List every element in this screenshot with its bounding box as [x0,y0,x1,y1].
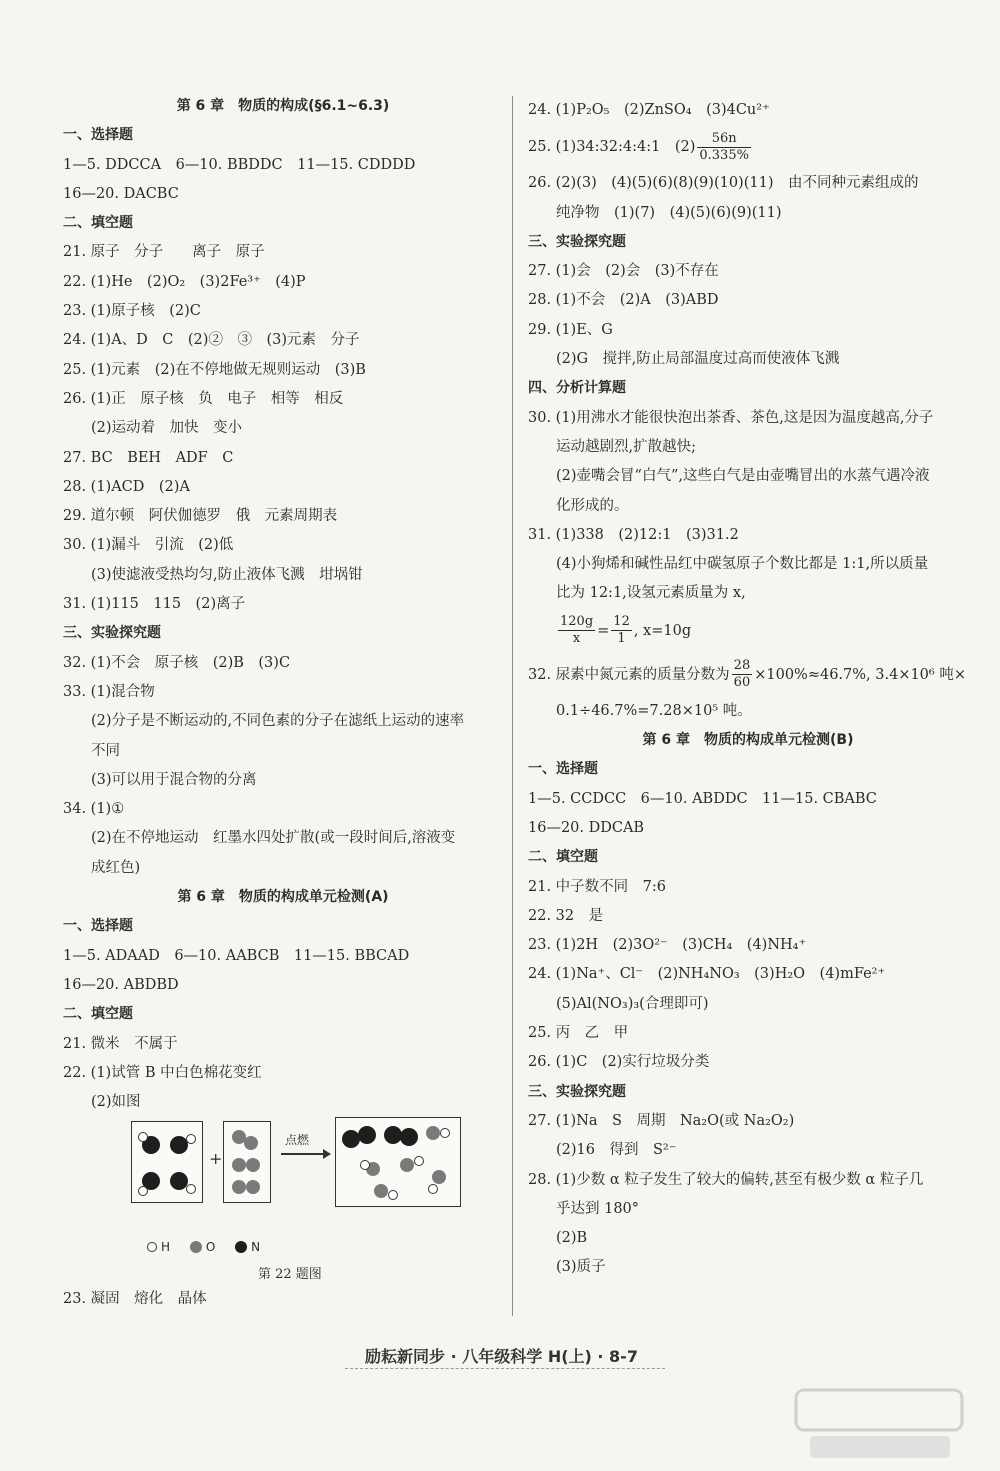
answer-line: (3)使滤液受热均匀,防止液体飞溅 坩埚钳 [91,566,363,583]
figure-legend [147,1239,260,1254]
answer-line: (2)运动着 加快 变小 [91,420,243,437]
answer-line: $\frac{120g}{x}$ = $\frac{12}{1}$ , x=10g [560,614,692,647]
answer-line: 1—5. ADAAD 6—10. AABCB 11—15. BBCAD [63,947,410,964]
section-heading: 二、填空题 [528,849,598,866]
o-atom [374,1184,388,1198]
answer-line: 16—20. ABDBD [63,976,179,993]
answer-line: 24. (1)Na⁺、Cl⁻ (2)NH₄NO₃ (3)H₂O (4)mFe²⁺ [528,966,886,983]
watermark-logo [790,1386,970,1466]
answer-line: 21. 中子数不同 7:6 [528,878,667,895]
numerator: 120g [560,614,594,630]
chapter-title: 第 6 章 物质的构成单元检测(B) [642,732,854,749]
o-legend-icon [190,1241,202,1253]
o-atom [244,1136,258,1150]
section-heading: 一、选择题 [63,127,133,144]
h-atom [186,1134,196,1144]
o-atom [246,1158,260,1172]
fraction [732,658,753,691]
section-heading: 二、填空题 [63,215,133,232]
answer-line: 纯净物 (1)(7) (4)(5)(6)(9)(11) [556,204,782,221]
watermark-logo-frame [796,1390,962,1430]
product-box [335,1117,461,1207]
answer-line: 27. (1)会 (2)会 (3)不存在 [528,263,719,280]
h-atom [428,1184,438,1194]
section-heading: 三、实验探究题 [528,233,626,250]
page-footer [365,1344,665,1367]
arrow-label: 点燃 [285,1133,310,1148]
reactant-box-2 [223,1121,271,1203]
left-column [63,92,503,1315]
denominator: 60 [733,675,751,691]
answer-line: (2)G 搅拌,防止局部温度过高而使液体飞溅 [556,351,840,368]
answer-line: 24. (1)P₂O₅ (2)ZnSO₄ (3)4Cu²⁺ [528,102,770,118]
h-atom [440,1128,450,1138]
answer-line: (4)小狗烯和碱性品红中碳氢原子个数比都是 1:1,所以质量 [556,556,929,573]
o-atom [232,1158,246,1172]
answer-line: (2)在不停地运动 红墨水四处扩散(或一段时间后,溶液变 [91,830,456,847]
o-atom [246,1180,260,1194]
section-heading: 三、实验探究题 [528,1083,626,1100]
footer-dashed-rule [345,1368,665,1369]
section-heading: 三、实验探究题 [63,625,161,642]
reaction-arrow [281,1153,325,1155]
answer-line: 23. (1)原子核 (2)C [63,303,201,320]
h-atom [414,1156,424,1166]
chapter-title: 第 6 章 物质的构成(§6.1~6.3) [176,98,390,114]
answer-line: (2)分子是不断运动的,不同色素的分子在滤纸上运动的速率 [91,713,465,730]
answer-line: 28. (1)ACD (2)A [63,478,190,495]
reactant-box-1 [131,1121,203,1203]
answer-line: 16—20. DDCAB [528,819,645,836]
answer-line: 26. (1)C (2)实行垃圾分类 [528,1054,710,1071]
answer-line: (2)16 得到 S²⁻ [556,1142,677,1159]
legend-label: O [205,1239,216,1254]
answer-line: 0.1÷46.7%=7.28×10⁵ 吨。 [556,702,752,719]
h-atom [138,1186,148,1196]
legend-label: N [251,1239,261,1254]
answer-text: 25. (1)34:32:4:4:1 (2) [528,139,696,156]
h-atom [388,1190,398,1200]
molecule-figure [63,1117,503,1285]
section-heading: 一、选择题 [63,918,133,935]
answer-line: 29. (1)E、G [528,321,613,338]
answer-line: 21. 原子 分子 离子 原子 [63,244,265,261]
answer-line: 31. (1)115 115 (2)离子 [63,596,246,613]
h-legend-icon [147,1242,157,1252]
denominator: x [572,631,581,647]
o-atom [232,1180,246,1194]
answer-line: 运动越剧烈,扩散越快; [556,438,696,455]
answer-line: (5)Al(NO₃)₃(合理即可) [556,995,709,1012]
section-heading: 一、选择题 [528,761,598,778]
n-atom [400,1128,418,1146]
answer-line: (3)质子 [556,1259,606,1276]
answer-line: (2)壶嘴会冒“白气”,这些白气是由壶嘴冒出的水蒸气遇冷液 [556,468,930,485]
answer-line: (2)如图 [91,1094,141,1111]
answer-line: 27. (1)Na S 周期 Na₂O(或 Na₂O₂) [528,1112,795,1129]
answer-line [528,125,968,169]
answer-line: 1—5. CCDCC 6—10. ABDDC 11—15. CBABC [528,790,877,807]
answer-line: 33. (1)混合物 [63,683,155,700]
answer-text: ×100%≈46.7%, 3.4×10⁶ 吨× [754,666,966,683]
answer-line: 30. (1)用沸水才能很快泡出茶香、茶色,这是因为温度越高,分子 [528,409,934,426]
denominator: 0.335% [699,147,749,163]
answer-line: 21. 微米 不属于 [63,1035,178,1052]
h-atom [186,1184,196,1194]
answer-line: 23. 凝固 熔化 晶体 [63,1291,207,1308]
answer-line: 29. 道尔顿 阿伏伽德罗 俄 元素周期表 [63,508,338,525]
n-legend-icon [235,1241,247,1253]
watermark-logo-bar [810,1436,950,1458]
numerator: 12 [613,614,630,630]
answer-line: 34. (1)① [63,801,125,818]
answer-line: 24. (1)A、D C (2)② ③ (3)元素 分子 [63,332,360,349]
section-heading: 二、填空题 [63,1006,133,1023]
answer-text: , x=10g [633,622,692,639]
answer-line: 25. (1)元素 (2)在不停地做无规则运动 (3)B [63,361,366,378]
answer-line: 化形成的。 [556,497,629,514]
answer-line: 27. BC BEH ADF C [63,449,234,466]
answer-line: 25. 丙 乙 甲 [528,1025,629,1042]
answer-line: 比为 12:1,设氢元素质量为 x, [556,585,746,602]
answer-line: 不同 [91,742,120,759]
answer-line: 22. 32 是 [528,907,604,924]
answer-line: 16—20. DACBC [63,185,179,202]
answer-line: (3)可以用于混合物的分离 [91,771,257,788]
legend-label: H [161,1239,171,1254]
fraction [697,131,751,164]
answer-line [528,653,968,697]
answer-line: 26. (2)(3) (4)(5)(6)(8)(9)(10)(11) 由不同种元素组成的 [528,175,919,192]
answer-line: 28. (1)少数 α 粒子发生了较大的偏转,甚至有极少数 α 粒子几 [528,1171,924,1188]
fraction [611,614,632,647]
answer-line: 32. (1)不会 原子核 (2)B (3)C [63,654,291,671]
answer-line: 30. (1)漏斗 引流 (2)低 [63,537,234,554]
column-divider [512,96,513,1316]
footer-subject: · 八年级科学 H(上) · 8-7 [450,1347,638,1366]
answer-line: 乎达到 180° [556,1200,640,1217]
answer-line: 22. (1)试管 B 中白色棉花变红 [63,1064,262,1081]
o-atom [432,1170,446,1184]
numerator: 28 [733,658,751,674]
figure-caption: 第 22 题图 [258,1267,322,1283]
right-column [528,96,968,1283]
footer-brand: 励耘新同步 [365,1347,446,1366]
answer-line: 31. (1)338 (2)12:1 (3)31.2 [528,526,739,543]
o-atom [426,1126,440,1140]
denominator: 1 [617,631,626,647]
n-atom [358,1126,376,1144]
answer-line: 28. (1)不会 (2)A (3)ABD [528,292,719,309]
plus-sign: + [209,1149,223,1169]
answer-line: 26. (1)正 原子核 负 电子 相等 相反 [63,390,344,407]
answer-line: 22. (1)He (2)O₂ (3)2Fe³⁺ (4)P [63,273,306,290]
o-atom [400,1158,414,1172]
answer-line: 成红色) [91,859,141,876]
numerator: 56n [697,131,751,148]
answer-line: 1—5. DDCCA 6—10. BBDDC 11—15. CDDDD [63,156,416,173]
answer-line: 23. (1)2H (2)3O²⁻ (3)CH₄ (4)NH₄⁺ [528,937,807,954]
fraction [558,614,595,647]
answer-line: (2)B [556,1230,588,1247]
answer-text: 32. 尿素中氮元素的质量分数为 [528,666,730,683]
section-heading: 四、分析计算题 [528,380,626,397]
chapter-title: 第 6 章 物质的构成单元检测(A) [177,889,389,906]
